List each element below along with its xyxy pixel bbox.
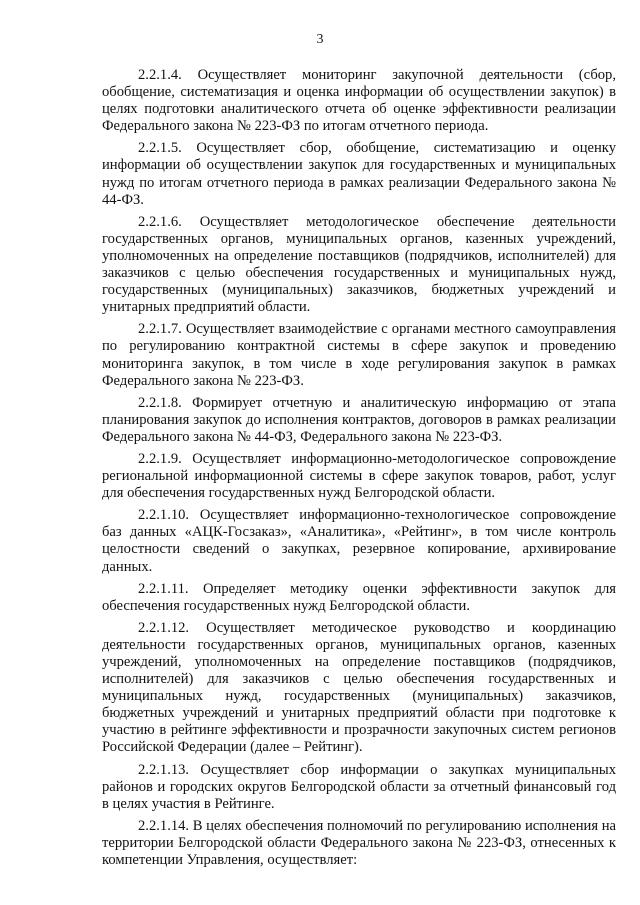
paragraph-2-2-1-10: 2.2.1.10. Осуществляет информационно-технологическое сопровождение баз данных «АЦК-Госзаказ», «Аналитика», «Рейтинг», в том числе контроль целостности сведений о закупках, резервное копирование, архивирование данных. [102, 507, 616, 575]
document-body [102, 67, 616, 874]
page-number: 3 [316, 32, 324, 47]
paragraph-2-2-1-8: 2.2.1.8. Формирует отчетную и аналитическую информацию от этапа планирования закупок до исполнения контрактов, договоров в рамках реализации Федерального закона № 44-ФЗ, Федерального закона № 223-ФЗ. [102, 394, 616, 445]
paragraph-2-2-1-14: 2.2.1.14. В целях обеспечения полномочий по регулированию исполнения на территории Белгородской области Федерального закона № 223-ФЗ, отнесенных к компетенции Управления, осуществляет: [102, 817, 616, 869]
paragraph-2-2-1-7: 2.2.1.7. Осуществляет взаимодействие с органами местного самоуправления по регулированию контрактной системы в сфере закупок и проведению мониторинга закупок, в том числе в ходе регулирования закупок в рамках Федерального закона № 223-ФЗ. [102, 321, 616, 389]
paragraph-2-2-1-12: 2.2.1.12. Осуществляет методическое руководство и координацию деятельности государственных органов, муниципальных органов, казенных учреждений, уполномоченных на определение поставщиков (подрядчиков, исполнителей) для заказчиков с целью обеспечения государственных и муниципальных нужд, государственных (муниципальных) заказчиков, бюджетных учреждений и унитарных предприятий области при подготовке к участию в рейтинге эффективности и прозрачности закупочных систем регионов Российской Федерации (далее – Рейтинг). [102, 619, 616, 756]
paragraph-2-2-1-13: 2.2.1.13. Осуществляет сбор информации о закупках муниципальных районов и городских округов Белгородской области за отчетный финансовый год в целях участия в Рейтинге. [102, 761, 616, 812]
paragraph-2-2-1-9: 2.2.1.9. Осуществляет информационно-методологическое сопровождение региональной информационной системы в сфере закупок товаров, работ, услуг для обеспечения государственных нужд Белгородской области. [102, 450, 616, 502]
paragraph-2-2-1-5: 2.2.1.5. Осуществляет сбор, обобщение, систематизацию и оценку информации об осуществлении закупок для государственных и муниципальных нужд по итогам отчетного периода в рамках реализации Федерального закона № 44-ФЗ. [102, 140, 616, 208]
paragraph-2-2-1-6: 2.2.1.6. Осуществляет методологическое обеспечение деятельности государственных органов, муниципальных органов, казенных учреждений, уполномоченных на определение поставщиков (подрядчиков, исполнителей) для заказчиков с целью обеспечения государственных и муниципальных нужд, государственных (муниципальных) заказчиков, бюджетных учреждений и унитарных предприятий области. [102, 213, 616, 316]
paragraph-2-2-1-4: 2.2.1.4. Осуществляет мониторинг закупочной деятельности (сбор, обобщение, систематизация и оценка информации об осуществлении закупок) в целях подготовки аналитического отчета об оценке эффективности реализации Федерального закона № 223-ФЗ по итогам отчетного периода. [102, 67, 616, 135]
paragraph-2-2-1-11: 2.2.1.11. Определяет методику оценки эффективности закупок для обеспечения государственных нужд Белгородской области. [102, 580, 616, 614]
